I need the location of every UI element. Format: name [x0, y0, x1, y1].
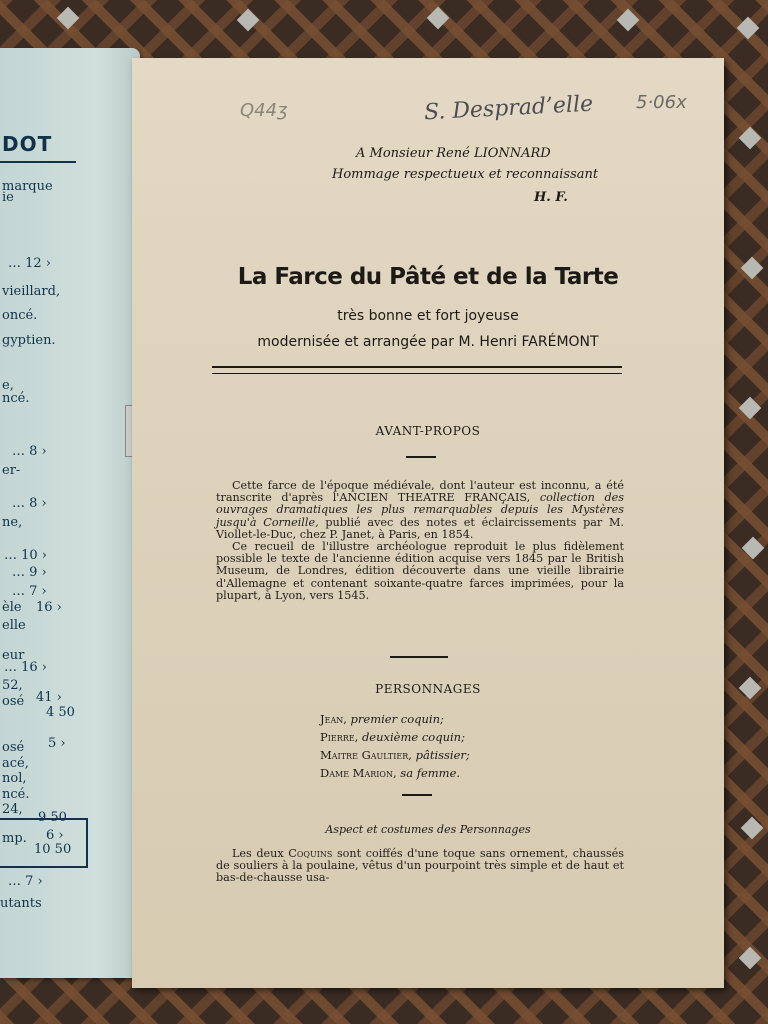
wicker-gap [739, 127, 762, 150]
wicker-gap [741, 817, 764, 840]
cast-item: Dame Marion, sa femme. [320, 766, 461, 780]
left-page-line: osé [2, 694, 25, 709]
left-page-number: 10 50 [34, 842, 72, 857]
subtitle-2: modernisée et arrangée par M. Henri FARÉMONT [257, 334, 599, 350]
left-page-line: oncé. [2, 308, 38, 323]
cast-item: Jean, premier coquin; [320, 712, 444, 726]
left-page-number: 6 › [46, 828, 64, 843]
wicker-gap [742, 537, 765, 560]
pencil-inventory-number: Q44ʒ [240, 100, 288, 121]
left-page-number: … 16 › [4, 660, 48, 675]
wicker-gap [741, 257, 764, 280]
short-rule [390, 656, 448, 658]
pencil-price: 5·06x [636, 92, 687, 113]
left-page-line: ncé. [2, 787, 30, 802]
left-page-number: 16 › [36, 600, 62, 615]
left-page-line: ie [2, 190, 14, 205]
dedication-line-2: Hommage respectueux et reconnaissant [332, 167, 599, 182]
left-page-line: e, [2, 378, 14, 393]
personnages-heading: PERSONNAGES [375, 682, 481, 696]
left-page-line: ne, [2, 515, 23, 530]
wicker-gap [737, 17, 760, 40]
left-page-number: … 9 › [12, 565, 47, 580]
left-page-number: … 8 › [12, 496, 47, 511]
left-page-line: èle [2, 600, 22, 615]
dedication-initials: H. F. [534, 190, 568, 205]
wicker-gap [237, 9, 260, 32]
avant-propos-paragraph-1: Cette farce de l'époque médiévale, dont l'auteur est inconnu, a été transcrite d'après l'ANCIEN THEATRE FRANÇAIS, collection des ouvrages dramatiques les plus remarquables depuis les Mystères jusqu'à Corneille, publié avec des notes et éclaircissements par M. Viollet-le-Duc, chez P. Janet, à Paris, en 1854. [216, 479, 624, 541]
short-rule [406, 456, 436, 458]
right-page [132, 58, 724, 988]
left-page-rule [0, 161, 76, 163]
subtitle-1: très bonne et fort joyeuse [337, 308, 519, 324]
short-rule [402, 794, 432, 796]
dedication-line-1: A Monsieur René LIONNARD [356, 146, 551, 161]
left-page-line: 24, [2, 802, 23, 817]
left-page-line: eur [2, 648, 25, 663]
avant-propos-heading: AVANT-PROPOS [375, 424, 481, 438]
left-page-line: vieillard, [2, 284, 61, 299]
book-title: La Farce du Pâté et de la Tarte [237, 264, 619, 290]
left-page-line: osé [2, 740, 25, 755]
left-page-line: 52, [2, 678, 23, 693]
wicker-gap [739, 947, 762, 970]
wicker-gap [617, 9, 640, 32]
cast-item: Maitre Gaultier, pâtissier; [320, 748, 470, 762]
avant-propos-paragraph-2: Ce recueil de l'illustre archéologue reproduit le plus fidèlement possible le texte de l'ancienne édition acquise vers 1845 par le British Museum, de Londres, édition découverte dans une vieille librairie d'Allemagne et contenant soixante-quatre farces imprimées, pour la plupart, à Lyon, vers 1545. [216, 540, 624, 602]
left-page-number: … 7 › [8, 874, 43, 889]
left-page-number: … 10 › [4, 548, 48, 563]
aspect-heading: Aspect et costumes des Personnages [325, 823, 531, 836]
left-page-line: er- [2, 463, 21, 478]
wicker-gap [427, 7, 450, 30]
wicker-gap [739, 397, 762, 420]
left-page-line: nol, [2, 771, 27, 786]
left-page-number: … 12 › [8, 256, 52, 271]
double-rule [212, 366, 622, 374]
wicker-gap [57, 7, 80, 30]
avant-propos-text [216, 480, 624, 602]
left-page-number: … 8 › [12, 444, 47, 459]
left-page-number: utants [0, 896, 42, 911]
left-page-number: 9 50 [38, 810, 67, 825]
left-page-line: mp. [2, 831, 27, 846]
left-page-line: gyptien. [2, 333, 56, 348]
left-page-number: 41 › [36, 690, 62, 705]
left-page-line: marque [2, 179, 53, 194]
left-page-header: DOT [2, 132, 53, 156]
aspect-text [216, 848, 624, 885]
wicker-gap [739, 677, 762, 700]
left-page [0, 48, 140, 978]
handwritten-signature: S. Desprad’elle [423, 91, 594, 126]
left-page-line: elle [2, 618, 26, 633]
left-page-number: 5 › [48, 736, 66, 751]
cast-item: Pierre, deuxième coquin; [320, 730, 465, 744]
left-page-line: ncé. [2, 391, 30, 406]
left-page-box [0, 818, 88, 868]
left-page-number: 4 50 [46, 705, 75, 720]
left-page-line: acé, [2, 756, 29, 771]
aspect-paragraph: Les deux Coquins sont coiffés d'une toque sans ornement, chaussés de souliers à la poulaine, vêtus d'un pourpoint très simple et de haut et bas-de-chausse usa- [216, 847, 624, 885]
left-page-number: … 7 › [12, 584, 47, 599]
